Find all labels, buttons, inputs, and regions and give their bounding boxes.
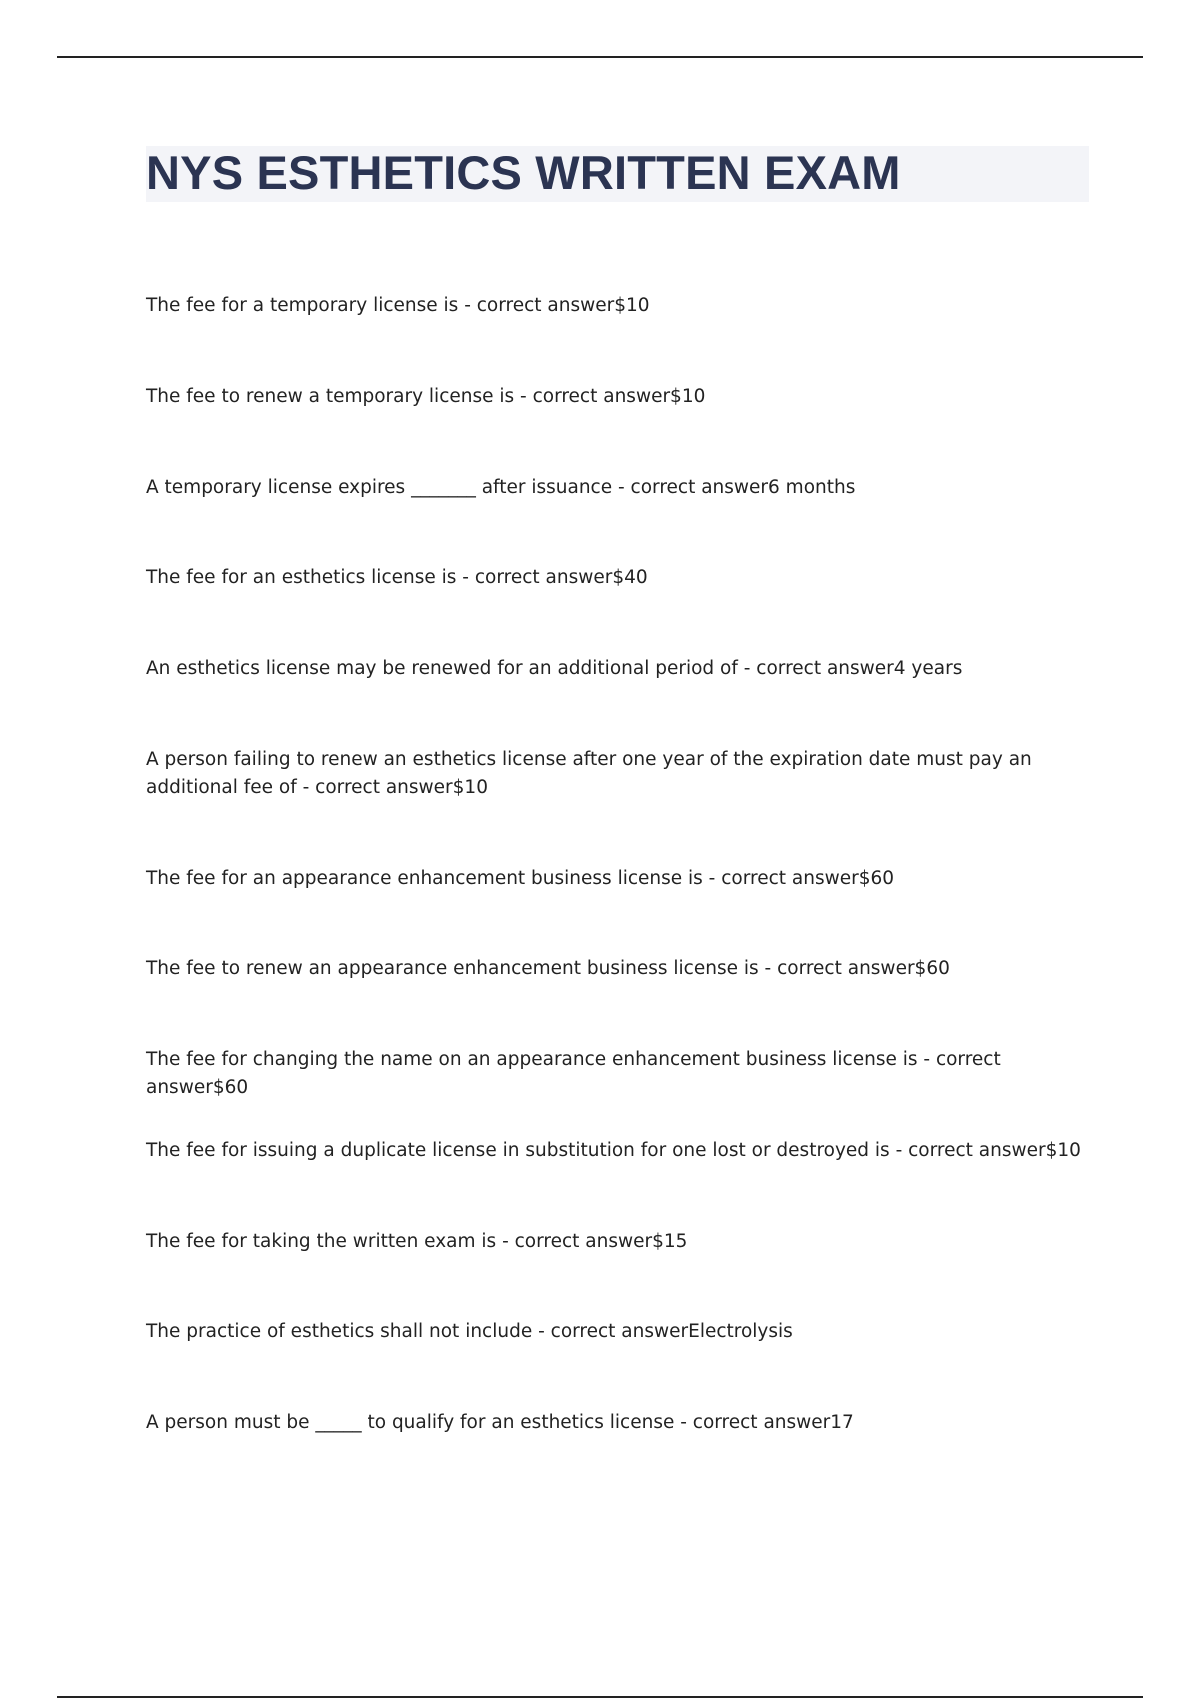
question-text: A temporary license expires _______ after issuance - correct answer6 months: [146, 477, 856, 498]
question-item: [146, 865, 1096, 893]
question-item: [146, 955, 1096, 983]
question-item: [146, 1046, 1096, 1102]
question-item: [146, 292, 1096, 320]
question-text: A person must be _____ to qualify for an esthetics license - correct answer17: [146, 1412, 854, 1433]
question-item: [146, 564, 1096, 592]
question-text: The fee to renew a temporary license is - correct answer$10: [146, 386, 706, 407]
question-text: An esthetics license may be renewed for an additional period of - correct answer4 years: [146, 658, 963, 679]
question-item: [146, 655, 1096, 683]
question-item: [146, 1137, 1096, 1165]
question-text: The fee for issuing a duplicate license in substitution for one lost or destroyed is - correct answer$10: [146, 1140, 1081, 1161]
question-item: [146, 383, 1096, 411]
page-title: NYS ESTHETICS WRITTEN EXAM: [146, 146, 901, 199]
question-text: The fee for a temporary license is - correct answer$10: [146, 295, 650, 316]
question-text: The fee for an esthetics license is - correct answer$40: [146, 567, 648, 588]
question-item: [146, 746, 1096, 802]
question-item: [146, 1228, 1096, 1256]
top-divider: [57, 56, 1143, 58]
question-text: A person failing to renew an esthetics license after one year of the expiration date must pay an additional fee of - correct answer$10: [146, 749, 1032, 798]
question-text: The fee for an appearance enhancement business license is - correct answer$60: [146, 868, 895, 889]
question-item: [146, 474, 1096, 502]
question-text: The practice of esthetics shall not include - correct answerElectrolysis: [146, 1321, 793, 1342]
question-text: The fee to renew an appearance enhancement business license is - correct answer$60: [146, 958, 950, 979]
question-item: [146, 1409, 1096, 1437]
question-text: The fee for changing the name on an appearance enhancement business license is - correct answer$60: [146, 1049, 1001, 1098]
question-item: [146, 1318, 1096, 1346]
question-text: The fee for taking the written exam is - correct answer$15: [146, 1231, 688, 1252]
bottom-divider: [57, 1696, 1143, 1698]
